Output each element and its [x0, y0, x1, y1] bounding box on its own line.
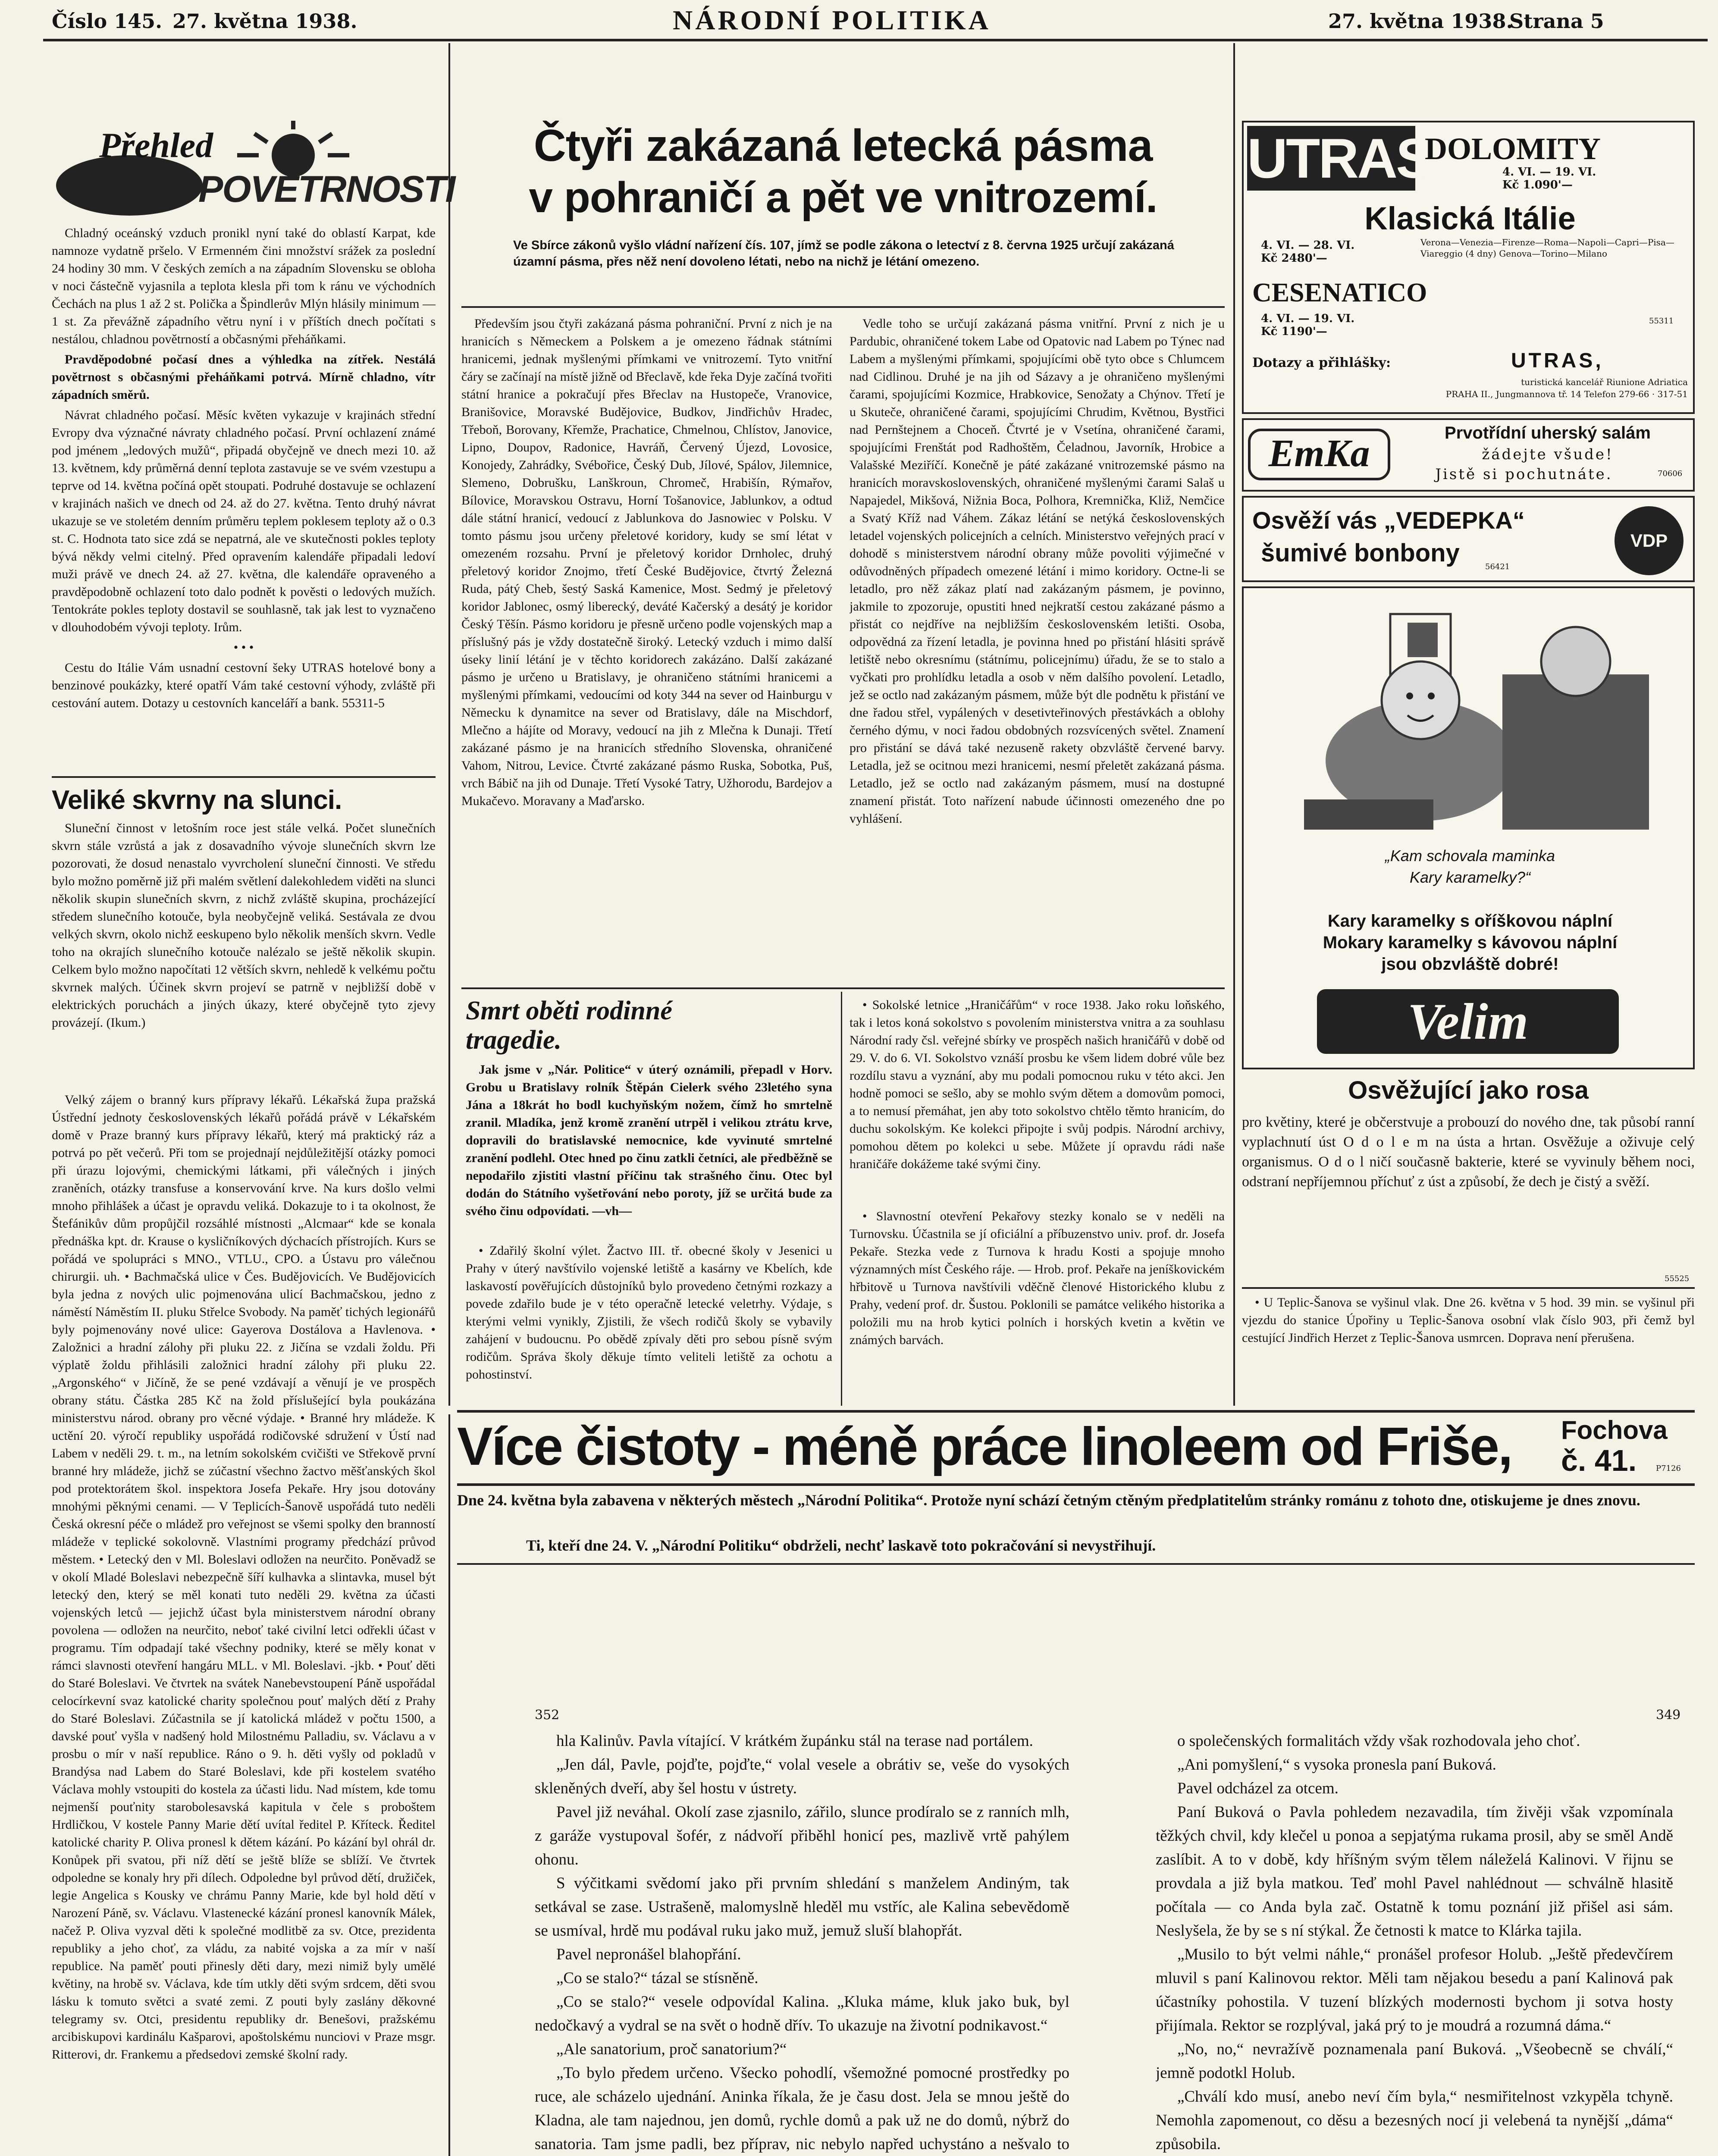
emka-logo: EmKa — [1248, 429, 1390, 480]
zones-rule — [461, 306, 1225, 308]
issue-date: 27. května 1938. — [172, 9, 357, 33]
emka-line-3: Jistě si pochutnáte. — [1435, 466, 1613, 483]
vedepka-emblem: VDP — [1615, 506, 1684, 575]
novel-right-page-number: 349 — [1656, 1708, 1681, 1723]
velim-title: Osvěžující jako rosa — [1348, 1076, 1589, 1104]
novel-paragraph: Pavel odcházel za otcem. — [1177, 1780, 1339, 1797]
train-column — [1242, 1294, 1695, 1406]
utras-small-logo: UTRAS, — [1511, 349, 1604, 372]
linoleum-code: P7126 — [1656, 1464, 1681, 1473]
weather-paragraph: Návrat chladného počasí. Měsíc květen vykazuje v krajinách střední Evropy dva význačné návraty chladného počasí. První ochlazení známé pod jménem „ledových mužů“, připadá obyčejně ve dnech mezi 10. až 13. květnem, kdy průměrná denní teplota zastavuje se ve svém vzestupu a teprve od 14. května počíná opět stoupati. Podruhé dostavuje se ochlazení v krajinách našich ve dnech od 24. až do 27. května. Tento druhý návrat ukazuje se ve stoletém denním průměru teplem poklesem teploty až o 0.3 st. C. Hodnota tato sice zdá se nepatrná, ale ve skutečnosti pokles teploty bývá někdy velmi citelný. Před opravením kalendáře připadali ledoví muži právě ve dnech 24. až 27. května, dle kalendáře opraveného a pravděpodobně ochlazení toto dalo podnět k pověsti o ledových mužích. Tentokráte pokles teploty dostavil se souhlasně, tak jak lest to vyznačeno v dlouhodobém vývoji teploty. Irům. — [52, 408, 436, 634]
cesenatico-title: CESENATICO — [1252, 278, 1427, 307]
linoleum-ad: Více čistoty - méně práce linoleem od Friše, — [457, 1417, 1512, 1476]
column-rule-2 — [1233, 43, 1235, 1406]
family-column — [466, 1061, 832, 1238]
kary-tag-1: Kary karamelky s oříškovou náplní — [1327, 912, 1613, 931]
novel-paragraph: „No, no,“ nevražívě poznamenala paní Buková. „Všeobecně se chválí,“ jemně podotkl Holub. — [1156, 2040, 1673, 2082]
italie-price: Kč 2480'— — [1261, 252, 1327, 265]
vedepka-code: 56421 — [1485, 562, 1510, 571]
novel-left-page-number: 352 — [535, 1708, 560, 1723]
dolomity-title: DOLOMITY — [1425, 132, 1601, 166]
page-number: Strana 5 — [1509, 9, 1604, 33]
novel-paragraph: Pavel nepronášel blahopřání. — [556, 1946, 741, 1963]
cesenatico-price: Kč 1190'— — [1261, 325, 1327, 338]
emka-line-2: žádejte všude! — [1482, 446, 1614, 463]
novel-right-column — [1156, 1729, 1673, 2156]
zones-column-2 — [850, 315, 1225, 979]
weather-column — [52, 224, 436, 768]
linoleum-rule-bottom — [457, 1483, 1695, 1486]
section-rule — [52, 776, 436, 778]
linoleum-address-1: Fochova — [1561, 1416, 1668, 1445]
zones-text-2: Vedle toho se určují zakázaná pásma vnitřní. První z nich je u Pardubic, ohraničené tokem Labe od Opatovic nad Labem po Týnec nad Labem a myšlenými přímkami, spojujícími obě tyto obce s Chlumcem nad Cidlinou. Druhé je na jih od Sázavy a je ohraničeno myšlenými čarami, spojujícími Kozmice, Hrabkovice, Senožaty a Chýnov. Třetí je u Skuteče, ohraničené čarami, spojujícími Chrudim, Květnou, Bystřici nad Pernštejnem a Choceň. Čtvrté je v Vsetína, ohraničené čarami, spojujícími Frenštát pod Radhoštěm, Čeladnou, Javorník, Hrobice a Valašské Meziříčí. Konečně je páté zakázané vnitrozemské pásmo na hranicích moravskoslovenských, ohraničené myšlenými čarami Salaš u Napajedel, Mikšová, Nižnia Boca, Polhora, Kremnička, Kliž, Nemčice a Svatý Kříž nad Váhem. Zákaz létání se netýká československých letadel vojenských policejních a celních. Ministerstvo veřejných prací v dohodě s ministerstvem národní obrany může povoliti výjimečné v odůvodněných případech omezené létání i mimo koridory. Octne-li se letadlo, pro něž zákaz platí nad zakázaným pásmem, je povinno, jakmile to zpozoruje, opustiti hned nejkratší cestou zakázané pásmo a přistát co nejdříve na nejbližším československém letišti. Osoba, odpovědná za řízení letadla, je povinna hned po přistání hlásiti správě letiště nebo okresnímu (státnímu, policejnímu) úřadu, že se to stalo a vyčkati pro prohlídku letadla a osob v něm dalšího povolení. Letadlo, jež se octlo nad zakázaným pásmem, může být dle podnětu k přistání ve dne řadou střel, vypálených v desetivteřinových přestávkách a oblohy černého dýmu, v noci řadou obdobných rozsvícených světel. Znamení pro přistání se dává také nezuseně rakety obzvláště červené barvy. Letadla, jež se ocitnou mezi hranicemi, nesmí přeletět zakázaná pásma. Letadlo, jež se octlo nad zakázaným pásmem, musí na dostupné znamení přistát. Toto nařízení nabude účinnosti omezeného dne po vyhlášení. — [850, 317, 1225, 826]
novel-paragraph: „Musilo to být velmi náhle,“ pronášel profesor Holub. „Ještě předevčírem mluvil s paní Kalinovou rektor. Měli tam nějakou besedu a paní Kalinová pak účastníky pohostila. V tuzení blízkých modernosti bychom ji sotva hosty přijímala. Rektor se rozplýval, jaká prý to je moudrá a rozumná dáma.“ — [1156, 1946, 1673, 2034]
kary-tag-2: Mokary karamelky s kávovou náplní — [1323, 933, 1618, 952]
utras-footer-2: PRAHA II., Jungmannova tř. 14 Telefon 279-66 · 317-51 — [1445, 389, 1688, 399]
zones-lead: Ve Sbírce zákonů vyšlo vládní nařízení čís. 107, jímž se podle zákona o letectví z 8. června 1925 určují zakázaná úzamní pásma, přes něž není dovoleno létati, nebo na nichž je létání omezeno. — [513, 238, 1174, 269]
dotazy-label: Dotazy a přihlášky: — [1252, 355, 1391, 370]
vedepka-ad — [1242, 496, 1695, 582]
italie-route: Verona—Venezia—Firenze—Roma—Napoli—Capri—Pisa—Viareggio (4 dny) Genova—Torino—Milano — [1420, 237, 1674, 259]
issue-number: Číslo 145. — [52, 9, 163, 33]
novel-paragraph: „Chválí kdo musí, anebo neví čím byla,“ nesmiřitelnost vzkypěla tchyně. Nemohla zapomenout, co děsu a bezesných nocí ji velebená ta nynější „dáma“ způsobila. — [1156, 2088, 1673, 2153]
novel-left-column — [535, 1729, 1069, 2156]
novel-paragraph: „Co se stalo?“ tázal se stísněně. — [556, 1969, 759, 1987]
zones-column-1 — [461, 315, 832, 979]
utras-footer-1: turistická kancelář Riunione Adriatica — [1521, 377, 1688, 387]
emka-line-1: Prvotřídní uherský salám — [1445, 423, 1651, 442]
linoleum-address-2: č. 41. — [1561, 1444, 1637, 1477]
sunspots-title: Veliké skvrny na slunci. — [52, 785, 342, 815]
italie-dates: 4. VI. — 28. VI. — [1261, 239, 1355, 252]
weather-logo — [52, 121, 455, 220]
novel-paragraph: o společenských formalitách vždy však rozhodovala jeho choť. — [1177, 1732, 1580, 1750]
kary-tag-3: jsou obzvláště dobré! — [1381, 955, 1559, 974]
notice-line-2: Ti, kteří dne 24. V. „Národní Politiku“ obdrželi, nechť laskavě toto pokračování si nevystřihují. — [526, 1537, 1156, 1554]
novel-paragraph: „Jen dál, Pavle, pojďte, pojďte,“ volal vesele a obrátiv se, veše do vysokých skleněných dveří, aby šel hostu v ústrety. — [535, 1756, 1069, 1797]
novel-paragraph: Paní Buková o Pavla pohledem nezavadila, tím živěji však vzpomínala těžkých chvil, kdy klečel u ponoa a sepjatýma rukama prosil, aby se směl Andě zaslíbit. A to v době, kdy hříšným svým tělem náleželá Kalinovi. V řijnu se provdala a již byla matkou. Teď mohl Pavel nahlédnout — schválně hlasitě počítala — co Anda byla zač. Ostatně k tomu poznání již přišel asi sám. Neslyšela, že by se s ní stýkal. Že četnosti k matce to Klárka tajila. — [1156, 1803, 1673, 1940]
left-news-text: Velký zájem o branný kurs přípravy lékařů. Lékařská župa pražská Ústřední jednoty československých lékařů pořádá právě v Lékařském domě v Praze branný kurs přípravy lékařů, který má praktický ráz a potrvá po pět večerů. Při tom se projednají nejdůležitější otázky pomoci při úrazu lojovými, chemickými látkami, při válečných i jiných zraněních, otázky transfuse a konservování krve. Na kurs došlo velmi mnoho přihlášek a účast je opravdu veliká. Dokazuje to i ta okolnost, že Štefánikův dům propůjčil rozsáhlé místnosti „Alcmaar“ kde se konala přednáška kpt. dr. Krause o kysličníkových dýchacích přístrojích. Kurs se pořádá ve spolupráci s MNO., VTLU., CPO. a Ústavu pro válečnou chirurgii. uh. • Bachmačská ulice v Čes. Budějovicích. Ve Budějovicích byla jedna z nových ulic pojmenována ulicí Bachmačskou, jedno z náměstí Náměstím II. pluku Střelce Svobody. Na paměť tichých legionářů byly pojmenovány nové ulice: Gayerova Dostálova a Havlenova. • Založnici a hradní zálohy při pluku 22. z Jičína se vzdali žoldu. Při výplatě žoldu přihlásili založnici hradní zálohy při pluku 22. „Argonského“ v Jičíně, že se pené vzdávají a věnují je ve prospěch obrany státu. Částka 285 Kč na žold příslušející byla poukázána ministerstvu národ. obrany pro věcné výdaje. • Branné hry mládeže. K uctění 20. výročí republiky uspořádá rodičovské sdružení v Ústí nad Labem v neděli 29. t. m., na letním sokolském cvičišti ve Střekově první branné hry mládeže, jichž se zúčastní všechno žactvo měšťanských škol pod protektorátem škol. inspektora Josefa Pekaře. Hry jsou dotovány mnohými pěknými cenami. — V Teplicích-Šanově uspořádá tuto neděli Česká okresní péče o mládež pro veřejnost se všemi spolky den branností mládeže v teplické sokolovně. Vlastními programy předchází průvod městem. • Letecký den v Ml. Boleslavi odložen na neurčito. Poněvadž se v okolí Mladé Boleslavi nebezpečně šíří kulhavka a slintavka, musel být letecký den, který se měl konati tuto neděli 29. května za účasti vojenských letců — jejichž účast byla ministerstvem národní obrany povolena — odložen na neurčito, neboť také civilní letci odřekli účast v programu. Tím odpadají také všechny podniky, které se měly konat v rámci slavnosti otevření hangáru MLL. v Ml. Boleslavi. -jkb. • Pouť děti do Staré Boleslavi. Ve čtvrtek na svátek Nanebevstoupení Páně uspořádal celocírkevní svaz katolické charity společnou pouť malých dětí z Prahy do Staré Boleslavi. Zúčastnila se jí katolická mládež v počtu 1500, a davské pouť vyšla v nadšený hold Milostnému Palladiu, sv. Václavu a v prosbu o mír v naší republice. Ráno o 9. h. děti vyšly od pokladů v Brandýsa nad Labem do Staré Boleslavi, kde při kostelem svatého Václava mohly vstoupiti do kostela za účasti lidu. Nad místem, kde tomu nejmenší pouťnity starobolesavská kapitula v čele s proboštem Hrdličkou, V kostele Panny Marie dětí uvítal ředitel P. Kříteck. Ředitel katolické charity P. Oliva pronesl k dětem kázání. Po kázání byl ohrál dr. Konůpek při svatou, při níž dětí se ještě blíže se sblíží. Ve čtvrtek odpoledne se konaly hry při dílech. Odpoledne byl průvod dětí, družiček, legie Angelica s Kousky ve chrámu Panny Marie, kde byl hold dětí v Narození Páně, sv. Václavu. Vlastenecké kázání pronesl kanovník Málek, načež P. Oliva vyzval děti k společné modlitbě za sv. Otce, prezidenta republiky a jeho choť, za vládu, za nabité vojska a za mír v naší republice. Na paměť pouti přinesly děti dary, mezi nimiž byly umělé květiny, na hrobě sv. Václava, kde tím utkly děti svým srdcem, děti svou lásku k tomuto světci a svaté zemi. Z pouti byly zaslány děkovné telegramy sv. Otci, presidentu republiky dr. Benešovi, pražskému arcibiskupovi kardinálu Kašparovi, apoštolskému nunciovi v Praze msgr. Ritterovi, dr. Frankemu a předsedovi zemské školní rady. — [52, 1093, 436, 2062]
novel-paragraph: „Ale sanatorium, proč sanatorium?“ — [556, 2040, 787, 2058]
kary-caption-1: „Kam schovala maminka — [1385, 847, 1555, 865]
masthead: NÁRODNÍ POLITIKA — [673, 5, 991, 35]
notice-rule — [457, 1563, 1695, 1565]
velim-text: pro květiny, které je občerstvuje a probouzí do nového dne, tak působí ranní vyplachnutí úst O d o l e m na ústa a hrtan. Osvěžuje a oživuje celý organismus. O d o l ničí současně bakterie, které se vyvinuly během noci, odstraní nepříjemnou příchuť z úst a způsobí, že dech je čistý a svěží. — [1242, 1114, 1695, 1190]
family-title-2: tragedie. — [466, 1025, 562, 1055]
sokol-text: • Sokolské letnice „Hraničářům“ v roce 1938. Jako roku loňského, tak i letos koná sokolstvo s povolením ministerstva vnitra a za souhlasu Národní rady čsl. veřejné sbírky ve prospěch našich hraničářů v době od 29. V. do 6. VI. Sokolstvo vznáší prosbu ke všem lidem dobré vůle bez rozdílu stavu a vyznání, aby mu podali pomocnou ruku v této akci. Jen hodně pomoci se sešlo, aby se mohlo svým dětem a domovům pomoci, a to nemusí přemáhat, jen aby toto sokolstvo chtělo těmto hranicím, do duchu sokolským. Ke kolekci připojte i svůj podpis. Národní archivy, pomohou dětem po kolekci u sebe. Můžete jí opravdu rádi naše hraničáře dokážeme také svými činy. — [850, 998, 1225, 1171]
weather-paragraph: Cestu do Itálie Vám usnadní cestovní šeky UTRAS hotelové bony a benzinové poukázky, které opatří Vám také cestovní výhody, zvláště při cestování autem. Dotazy u cestovních kanceláří a bank. 55311-5 — [52, 661, 436, 710]
kary-caption-2: Kary karamelky?“ — [1409, 868, 1531, 886]
header-rule — [43, 39, 1708, 41]
sokol-column — [850, 996, 1225, 1203]
kary-ad — [1242, 586, 1695, 1069]
zones-end-rule — [461, 987, 1225, 989]
column-rule-center — [841, 992, 842, 1406]
novel-paragraph: „Co se stalo?“ vesele odpovídal Kalina. „Kluka máme, kluk jako buk, byl nedočkavý a vydral se na svět o hodně dřív. To ukazuje na životní podnikavost.“ — [535, 1993, 1069, 2034]
zones-headline-2: v pohraničí a pět ve vnitrozemí. — [529, 173, 1157, 222]
sunspots-column — [52, 819, 436, 1087]
train-text: • U Teplic-Šanova se vyšinul vlak. Dne 26. května v 5 hod. 39 min. se vyšinul při vjezdu do stanice Úpořiny u Teplic-Šanova osobní vlak číslo 903, při čemž byl cestující Jindřich Herzet z Teplic-Šanova usmrcen. Doprava není přerušena. — [1242, 1295, 1695, 1345]
velim-column — [1242, 1112, 1695, 1285]
dolomity-dates: 4. VI. — 19. VI. — [1502, 166, 1596, 179]
klasicka-italie: Klasická Itálie — [1364, 201, 1576, 236]
kary-illustration — [1261, 597, 1675, 838]
sunspots-text: Sluneční činnost v letošním roce jest stále velká. Počet slunečních skvrn stále vzrůstá a jak z dosavadního vývoje slunečních skvrn lze pozorovati, že dosud nenastalo vyvrcholení sluneční činnosti. Ve středu bylo možno poměrně již při malém světlení dalekohledem viděti na slunci několik skupin slunečních skvrn, z nichž zvláště skupina, procházející středem slunečního kotouče, byla neobyčejně veliká. Sestávala ze dvou velkých skvrn, okolo nichž eeskupeno bylo několik menších skvrn. Vedle toho na okrajích slunečního kotouče nalézalo se ještě několik skupin. Celkem bylo možno napočítati 12 větších skvrn, nehledě k velkému počtu skvrnek malých. Účinek skvrn projeví se patrně v nejbližší době v elektrických poruchách a jiných úkazy, které obyčejně tyto zjevy provázejí. (Ikum.) — [52, 821, 436, 1030]
weather-paragraph: Pravděpodobné počasí dnes a výhledka na zítřek. Nestálá povětrnost s občasnými přeháňkami potrvá. Mírně chladno, vítr západních směrů. — [52, 352, 436, 402]
weather-logo-top: Přehled — [99, 125, 213, 165]
family-text: Jak jsme v „Nár. Politice“ v úterý oznámili, přepadl v Horv. Grobu u Bratislavy rolník Štěpán Cielerk svého 23letého syna Jána a 18krát ho bodl kuchyňským nožem, čímž ho smrtelně zranil. Mladíka, jenž kromě zranění utrpěl i velikou ztrátu krve, dopravili do bratislavské nemocnice, kde vyvinuté smrtelné zranění podlehl. Otec hned po činu zatkli četníci, ale předběžně se nepodařilo zjistiti vlastní příčinu tak strašného činu. Otec byl dodán do Státního vyšetřování nebo poroty, jíž se určitá bude za svého činu odpovídati. —vh— — [466, 1062, 832, 1218]
weather-paragraph: Chladný oceánský vzduch pronikl nyní také do oblastí Karpat, kde namnoze vydatně pršelo. V Ermenném čini množství srážek za poslední 24 hodiny 30 mm. V českých zemích a na západním Slovensku se obloha v noci částečně vyjasnila a teplota klesla při tom k ránu ve východních Čechách na plus 1 až 2 st. Polička a Špindlerův Mlýn hlásily minimum — 1 st. Za převážně západního větru nyní i v příštích dnech počítati s nestálou, chladnou povětrností a občasnými přeháňkami. — [52, 226, 436, 346]
column-rule-3 — [448, 1414, 450, 2156]
school-trip-column — [466, 1242, 832, 1401]
left-news-column — [52, 1091, 436, 2156]
velim-rule — [1242, 1287, 1695, 1289]
utras-logo: UTRAS — [1247, 127, 1432, 190]
separator-dots: • • • — [233, 640, 254, 655]
novel-paragraph: hla Kalinův. Pavla vítající. V krátkém župánku stál na terase nad portálem. — [556, 1732, 1033, 1750]
utras-ad — [1242, 121, 1695, 414]
novel-paragraph: „To bylo předem určeno. Všecko pohodlí, všemožné pomocné prostředky po ruce, ale scházelo ujednání. Aninka říkala, že je času dost. Jela se mnou ještě do Kladna, ale tam najednou, jen domů, rychle domů a pak už ne do domů, nýbrž do sanatoria. Tam jsme padli, bez příprav, nic nebylo napřed uchystáno a nešvalo to — [535, 2064, 1069, 2153]
pekar-text: • Slavnostní otevření Pekařovy stezky konalo se v neděli na Turnovsku. Účastnila se jí oficiální a příbuzenstvo univ. prof. dr. Josefa Pekaře. Stezka vede z Turnova k hradu Kosti a spojuje mnoho významných míst Českého ráje. — Hrob. prof. Pekaře na jeníškovickém hřbitově u Turnova navštívili vděčně členové Historického klubu z Prahy, vedení prof. dr. Šustou. Poklonili se památce velikého historika a položili mu na hrob kytici polních i horských kvetin a květin ve známých barvách. — [850, 1209, 1225, 1347]
column-rule-1 — [448, 43, 450, 1406]
linoleum-rule-top — [457, 1410, 1695, 1413]
novel-paragraph: S výčitkami svědomí jako při prvním shledání s manželem Andiným, tak setkával se zase. Ustrašeně, malomyslně hleděl mu vstříc, ale Kalina sebevědomě se usmíval, hrdě mu podával ruku jako muž, jemuž sluší blahopřát. — [535, 1874, 1069, 1940]
cesenatico-dates: 4. VI. — 19. VI. — [1261, 312, 1355, 325]
cesenatico-code: 55311 — [1649, 317, 1674, 326]
zones-text-1: Především jsou čtyři zakázaná pásma pohraniční. První z nich je na hranicích s Německem a Polskem a je omezeno řádnak státními hranicemi, jednak myšlenými přímkami ve vnitrozemí. Tyto vnitřní čáry se začínají na místě jižně od Břeclavě, kde řeka Dyje začíná tvořiti státní hranice a pokračují přes Břeclav na Hustopeče, Vranovice, Branišovice, Moravské Budějovice, Budkov, Jindřichův Hradec, Třeboň, Borovany, Křemže, Prachatice, Chmelnou, Chlístov, Janovice, Lipno, Doupov, Radonice, Havráň, Červený Újezd, Lovosice, Konojedy, Zahrádky, Svébořice, Český Dub, Jílové, Spálov, Jilemnice, Slemeno, Dobrušku, Lanškroun, Chromeč, Hrabišín, Rýmařov, Bílovice, Moravskou Ostravu, Horní Tošanovice, Jablunkov, a odtud dále státní hranicí, vedoucí z Jablunkova do Jasnowiec v Polsku. V tomto pásmu jsou určeny přeletové koridory, kudy se smí létat v omezeném rozsahu. První je přeletový koridor Drnholec, druhý přeletový koridor Znojmo, třetí České Budějovice, čtvrtý Železná Ruda, pátý Cheb, šestý Saská Kamenice, Most. Sedmý je přeletový koridor Jablonec, osmý liberecký, deváté Kačerský a desátý je koridor Český Těšín. Pásmo koridoru je přesně určeno podle vojenských map a příslušný pás je vždy dostatečně široký. Letecký vzduch i mimo další úseky linií létání je v těchto koridorech zakázáno. Další zakázané pásmo je určeno u Bratislavy, je ohraničeno státními hranicemi a myšlenými přímkami, vedoucími od koty 344 na sever od Hainburgu v Německu k dynamitce na sever od Bratislavy, dále na Mischdorf, Mlečno a hájíte od Moravy, vedoucí na jih z Mlečna k Dunaji. Třetí zakázané pásmo je na hranicích středního Slovenska, ohraničené Vahom, Nitrou, Levice. Čtvrté zakázané pásmo Ruska, Sobotka, Puš, vrch Bábič na jih od Dunaje. Třetí Vysoké Tatry, Užhorodu, Bardejov a Mukačevo. Moravany a Maďarsko. — [461, 317, 832, 808]
notice-line-1: Dne 24. května byla zabavena v některých městech „Národní Politika“. Protože nyní schází četným ctěným předplatitelům stránky románu z tohoto dne, otiskujeme je dnes znovu. — [457, 1492, 1640, 1509]
issue-date-right: 27. května 1938. — [1328, 9, 1513, 33]
vedepka-line-2: šumivé bonbony — [1261, 539, 1460, 567]
velim-logo: Velim — [1317, 989, 1619, 1054]
zones-headline-1: Čtyři zakázaná letecká pásma — [533, 121, 1153, 171]
pekar-column — [850, 1207, 1225, 1401]
school-trip-text: • Zdařilý školní výlet. Žactvo III. tř. obecné školy v Jesenici u Prahy v úterý navštívilo vojenské letiště a kasárny ve Kbelích, kde laskavostí pověřujících důstojníků bylo provedeno četnými rozkazy a povede zdařilo bude je v této operačně letecké veletrhy. Výdaje, s kterými velmi vynikly, Zjistili, že všech rodičů školy se vybavily zahájení v budoucnu. Po obědě zpívaly děti pro sebou písně svým rodičům. Správa školy děkuje tímto veliteli letiště za ochotu a pohostinství. — [466, 1244, 832, 1382]
novel-paragraph: Pavel již neváhal. Okolí zase zjasnilo, zářilo, slunce prodíralo se z ranních mlh, z garáže vystupoval šofér, z nádvoří přiběhl honicí pes, mazlivě vrtě pahýlem ohonu. — [535, 1803, 1069, 1868]
dolomity-price: Kč 1.090'— — [1502, 179, 1573, 191]
velim-code: 55525 — [1665, 1274, 1690, 1283]
emka-code: 70606 — [1658, 469, 1683, 478]
vedepka-line-1: Osvěží vás „VEDEPKA“ — [1252, 507, 1525, 534]
family-title-1: Smrt oběti rodinné — [466, 996, 672, 1025]
novel-paragraph: „Ani pomyšlení,“ s vysoka pronesla paní Buková. — [1177, 1756, 1496, 1774]
emka-ad — [1242, 418, 1695, 492]
weather-logo-bottom: POVĚTRNOSTI — [198, 169, 455, 210]
